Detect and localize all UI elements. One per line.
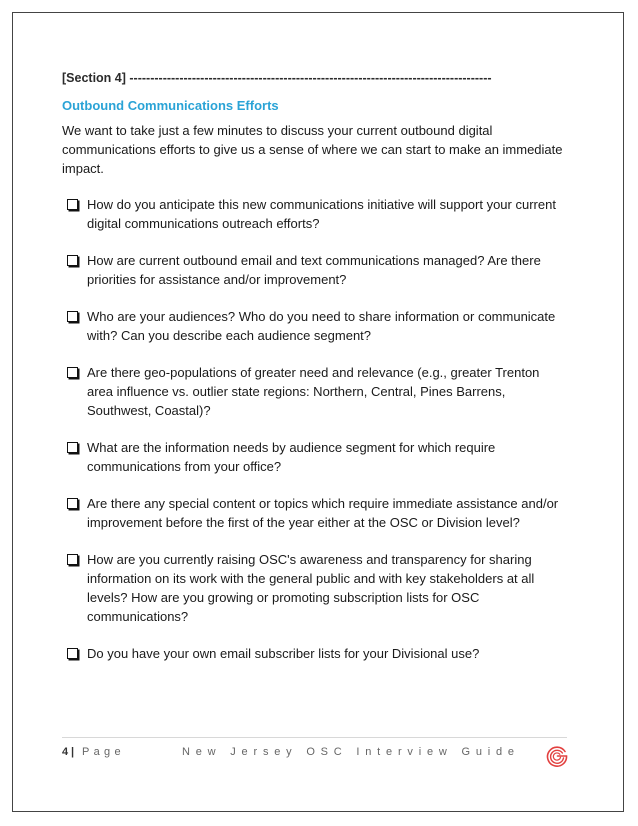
question-item: [67, 494, 567, 532]
checkbox-icon: [67, 255, 78, 266]
section-header: [62, 68, 567, 88]
checkbox-icon: [67, 367, 78, 378]
question-item: [67, 363, 567, 420]
checkbox-icon: [67, 498, 78, 509]
document-body: [62, 68, 567, 681]
checkbox-icon: [67, 648, 78, 659]
section-dashes: ---------------------------------------------------------------------------------------: [129, 71, 492, 85]
logo-g-icon: [545, 744, 569, 768]
question-item: [67, 438, 567, 476]
checkbox-icon: [67, 554, 78, 565]
question-text: How do you anticipate this new communications initiative will support your current digital communications outreach efforts?: [87, 197, 556, 231]
page-number: 4: [62, 746, 69, 758]
question-text: Are there any special content or topics which require immediate assistance and/or improvement before the first of the year either at the OSC or Division level?: [87, 496, 559, 530]
question-list: [62, 195, 567, 663]
question-item: [67, 251, 567, 289]
question-item: [67, 550, 567, 626]
checkbox-icon: [67, 199, 78, 210]
page-word: Page: [82, 746, 125, 758]
checkbox-icon: [67, 442, 78, 453]
intro-paragraph: We want to take just a few minutes to discuss your current outbound digital communications efforts to give us a sense of where we can start to make an immediate impact.: [62, 123, 563, 176]
question-text: How are current outbound email and text communications managed? Are there priorities for assistance and/or improvement?: [87, 253, 541, 287]
checkbox-icon: [67, 311, 78, 322]
question-item: [67, 195, 567, 233]
question-item: [67, 307, 567, 345]
section-heading: Outbound Communications Efforts: [62, 98, 279, 113]
question-text: What are the information needs by audience segment for which require communications from your office?: [87, 440, 496, 474]
guide-title: New Jersey OSC Interview Guide: [182, 746, 520, 758]
question-text: Who are your audiences? Who do you need to share information or communicate with? Can you describe each audience segment?: [87, 309, 556, 343]
page-footer: [62, 744, 567, 768]
section-label: [Section 4]: [62, 71, 126, 85]
footer-rule: [62, 737, 567, 738]
question-text: How are you currently raising OSC's awareness and transparency for sharing information on its work with the general public and with key stakeholders at all levels? How are you growing or promoting subscription lists for OSC communications?: [87, 552, 535, 624]
question-item: [67, 644, 567, 663]
page-separator: |: [71, 746, 75, 758]
question-text: Do you have your own email subscriber lists for your Divisional use?: [87, 646, 480, 661]
question-text: Are there geo-populations of greater need and relevance (e.g., greater Trenton area influence vs. outlier state regions: Northern, Central, Pines Barrens, Southwest, Coastal)?: [87, 365, 540, 418]
